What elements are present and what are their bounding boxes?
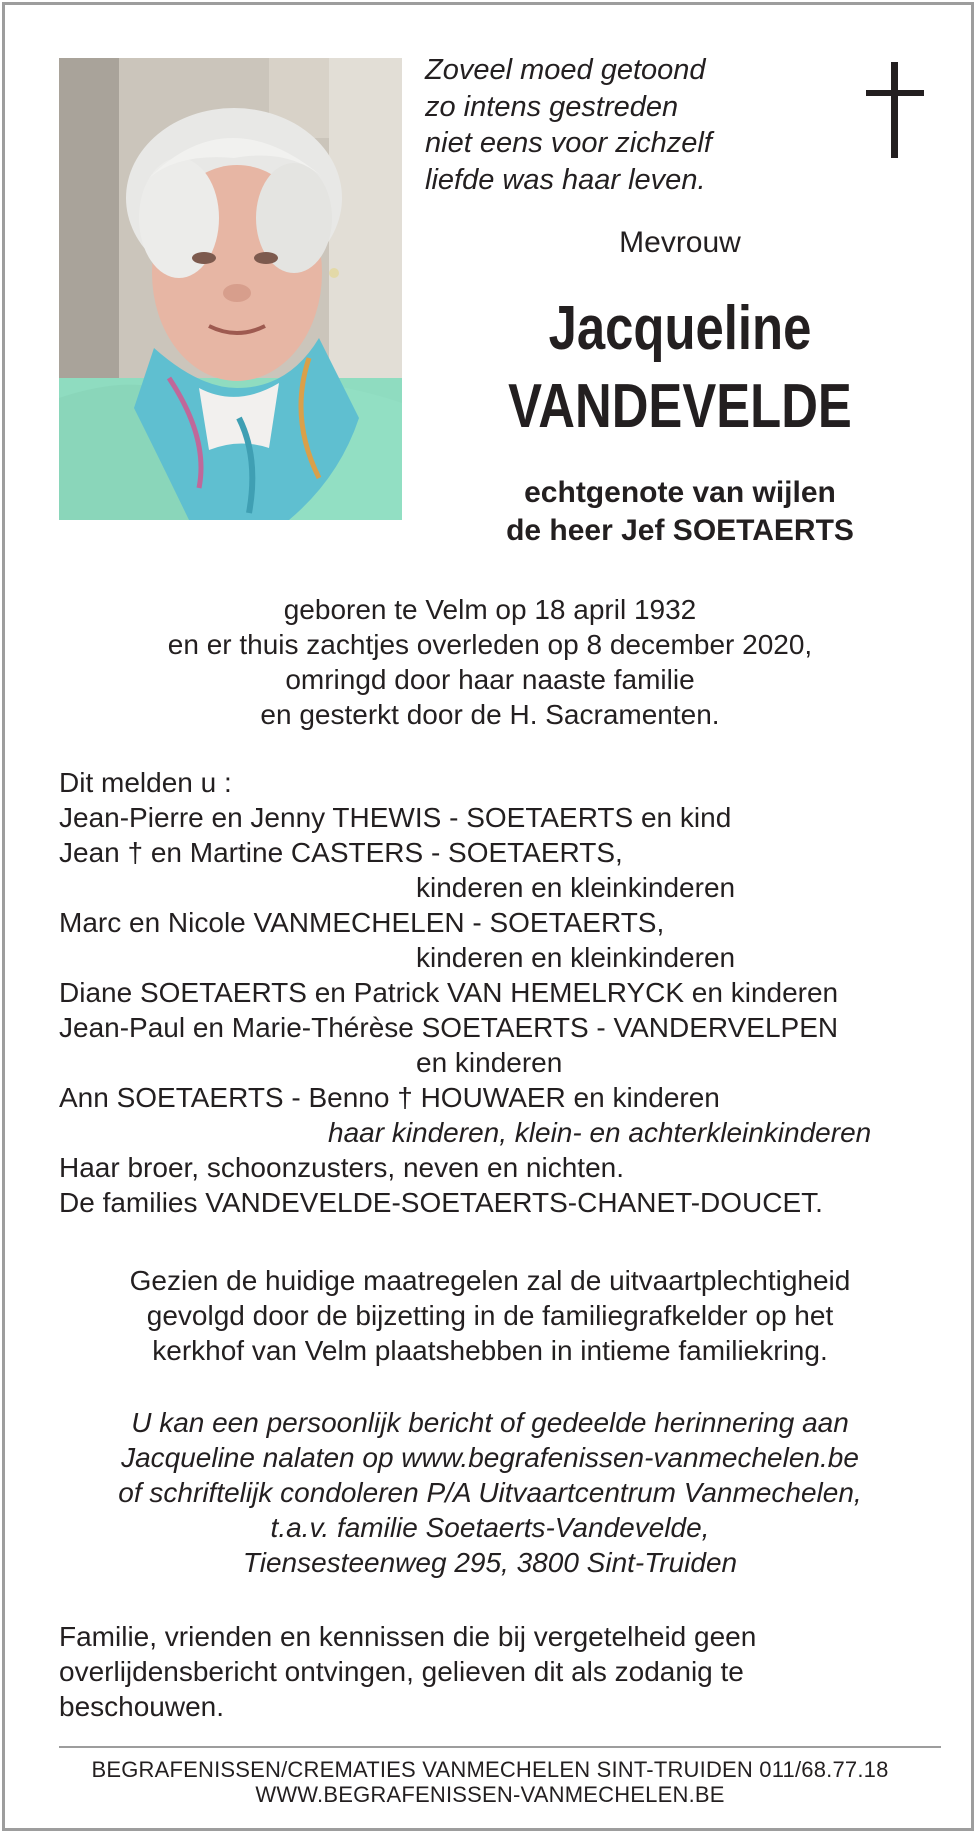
footer-company: BEGRAFENISSEN/CREMATIES VANMECHELEN SINT-TRUIDEN 011/68.77.18 xyxy=(91,1757,889,1782)
message-line: t.a.v. familie Soetaerts-Vandevelde, xyxy=(270,1512,710,1543)
announcement-intro: Dit melden u : xyxy=(59,767,232,798)
announcement-line: kinderen en kleinkinderen xyxy=(416,872,736,903)
announcement-line: Jean-Paul en Marie-Thérèse SOETAERTS - VANDERVELPEN xyxy=(59,1012,839,1043)
condolence-message xyxy=(40,1405,940,1580)
poem-line: Zoveel moed getoond xyxy=(425,54,706,86)
announcement-line: De families VANDEVELDE-SOETAERTS-CHANET-DOUCET. xyxy=(59,1187,823,1218)
announcement-line: Jean-Pierre en Jenny THEWIS - SOETAERTS en kind xyxy=(59,802,732,833)
footer-website: WWW.BEGRAFENISSEN-VANMECHELEN.BE xyxy=(255,1782,725,1807)
footer xyxy=(40,1757,940,1807)
announcement-line: Diane SOETAERTS en Patrick VAN HEMELRYCK en kinderen xyxy=(59,977,839,1008)
message-line: of schriftelijk condoleren P/A Uitvaartcentrum Vanmechelen, xyxy=(118,1477,862,1508)
family-note-line: Familie, vrienden en kennissen die bij vergetelheid geen xyxy=(59,1621,757,1652)
family-note xyxy=(59,1619,889,1724)
funeral-line: kerkhof van Velm plaatshebben in intieme familiekring. xyxy=(152,1335,828,1366)
family-note-line: overlijdensbericht ontvingen, gelieven dit als zodanig te xyxy=(59,1656,744,1687)
honorific: Mevrouw xyxy=(619,226,741,259)
portrait-illustration xyxy=(59,58,402,520)
announcement-line: Haar broer, schoonzusters, neven en nichten. xyxy=(59,1152,625,1183)
birth-death-line: en er thuis zachtjes overleden op 8 december 2020, xyxy=(167,629,813,660)
announcement-list xyxy=(59,765,939,1220)
announcement-line: kinderen en kleinkinderen xyxy=(416,942,736,973)
spouse-line: echtgenote van wijlen xyxy=(524,476,836,509)
funeral-info xyxy=(40,1263,940,1368)
poem-line: niet eens voor zichzelf xyxy=(425,127,712,159)
funeral-line: gevolgd door de bijzetting in de familiegrafkelder op het xyxy=(146,1300,834,1331)
spouse-info xyxy=(420,474,940,550)
cross-icon xyxy=(866,62,924,158)
message-line: Jacqueline nalaten op www.begrafenissen-vanmechelen.be xyxy=(121,1442,859,1473)
footer-divider xyxy=(59,1746,941,1748)
announcement-line: en kinderen xyxy=(416,1047,563,1078)
portrait-photo xyxy=(59,58,402,520)
announcement-line: Jean † en Martine CASTERS - SOETAERTS, xyxy=(59,837,623,868)
announcement-line: Marc en Nicole VANMECHELEN - SOETAERTS, xyxy=(59,907,665,938)
birth-death-line: en gesterkt door de H. Sacramenten. xyxy=(260,699,720,730)
birth-death-line: geboren te Velm op 18 april 1932 xyxy=(283,594,697,625)
birth-death-info xyxy=(40,592,940,732)
announcement-line: haar kinderen, klein- en achterkleinkinderen xyxy=(328,1117,872,1148)
family-note-line: beschouwen. xyxy=(59,1691,225,1722)
poem xyxy=(425,52,712,198)
message-line: Tiensesteenweg 295, 3800 Sint-Truiden xyxy=(242,1547,738,1578)
poem-line: zo intens gestreden xyxy=(425,90,679,123)
funeral-line: Gezien de huidige maatregelen zal de uitvaartplechtigheid xyxy=(129,1265,851,1296)
birth-death-line: omringd door haar naaste familie xyxy=(285,664,695,695)
deceased-name xyxy=(467,290,893,446)
message-line: U kan een persoonlijk bericht of gedeelde herinnering aan xyxy=(131,1407,849,1438)
poem-line: liefde was haar leven. xyxy=(425,163,706,196)
last-name: VANDEVELDE xyxy=(508,372,852,441)
announcement-line: Ann SOETAERTS - Benno † HOUWAER en kinderen xyxy=(59,1082,720,1113)
first-name: Jacqueline xyxy=(548,294,812,363)
spouse-line: de heer Jef SOETAERTS xyxy=(506,514,854,547)
